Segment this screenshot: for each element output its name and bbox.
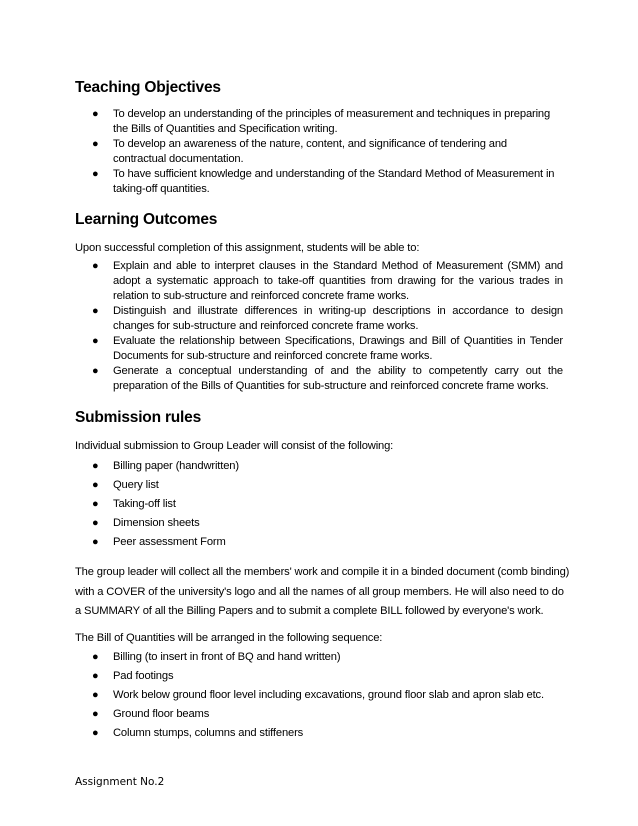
list-item: ● Query list	[0, 476, 563, 495]
list-item: ● Pad footings	[0, 667, 563, 686]
bullet-icon: ●	[92, 305, 99, 317]
list-item: ● Billing paper (handwritten)	[0, 457, 563, 476]
bullet-icon: ●	[92, 517, 99, 529]
list-item: ● To have sufficient knowledge and understanding of the Standard Method of Measurement in taking-off quantities.	[92, 168, 555, 195]
list-item: ● Evaluate the relationship between Specifications, Drawings and Bill of Quantities in Tender Documents for sub-structure and reinforced concrete frame works.	[92, 335, 563, 362]
bullet-icon: ●	[92, 708, 99, 720]
submission-rules-heading: Submission rules	[75, 409, 201, 426]
list-item: ● Explain and able to interpret clauses in the Standard Method of Measurement (SMM) and adopt a systematic approach to take-off quantities from drawing for the various trades in relation to sub-structure and reinforced concrete frame works.	[92, 260, 563, 302]
bullet-icon: ●	[92, 727, 99, 739]
submission-intro: Individual submission to Group Leader will consist of the following:	[75, 440, 394, 452]
list-item: ● To develop an awareness of the nature, content, and significance of tendering and contractual documentation.	[92, 138, 507, 165]
learning-outcomes-intro: Upon successful completion of this assignment, students will be able to:	[75, 242, 420, 254]
submission-items-list	[0, 457, 563, 552]
list-item: ● Distinguish and illustrate differences in writing-up descriptions in accordance to design changes for sub-structure and reinforced concrete frame works.	[92, 305, 563, 332]
bullet-icon: ●	[92, 138, 99, 150]
bullet-icon: ●	[92, 479, 99, 491]
list-item: ● To develop an understanding of the principles of measurement and techniques in preparing the Bills of Quantities and Specification writing.	[92, 108, 551, 135]
list-item: ● Peer assessment Form	[0, 533, 563, 552]
list-item: ● Generate a conceptual understanding of and the ability to competently carry out the preparation of the Bills of Quantities for sub-structure and reinforced concrete frame works.	[92, 365, 563, 392]
list-item: ● Column stumps, columns and stiffeners	[0, 724, 563, 743]
teaching-objectives-heading: Teaching Objectives	[75, 79, 221, 96]
list-item: ● Ground floor beams	[0, 705, 563, 724]
bullet-icon: ●	[92, 460, 99, 472]
bq-sequence-list	[0, 648, 563, 743]
bullet-icon: ●	[92, 168, 99, 180]
learning-outcomes-list	[0, 259, 563, 394]
sequence-intro: The Bill of Quantities will be arranged in the following sequence:	[75, 632, 383, 644]
bullet-icon: ●	[92, 335, 99, 347]
bullet-icon: ●	[92, 498, 99, 510]
group-leader-paragraph: The group leader will collect all the members' work and compile it in a binded document (comb binding) with a COVER of the university's logo and all the names of all group members. He will also need to do a SUMMARY of all the Billing Papers and to submit a complete BILL followed by everyone's work.	[75, 566, 570, 617]
list-item: ● Billing (to insert in front of BQ and hand written)	[0, 648, 563, 667]
list-item: ● Taking-off list	[0, 495, 563, 514]
bullet-icon: ●	[92, 689, 99, 701]
bullet-icon: ●	[92, 651, 99, 663]
bullet-icon: ●	[92, 108, 99, 120]
bullet-icon: ●	[92, 536, 99, 548]
teaching-objectives-list	[0, 107, 563, 197]
page-footer: Assignment No.2	[75, 776, 165, 788]
bullet-icon: ●	[92, 365, 99, 377]
bullet-icon: ●	[92, 260, 99, 272]
list-item: ● Work below ground floor level including excavations, ground floor slab and apron slab etc.	[0, 686, 563, 705]
list-item: ● Dimension sheets	[0, 514, 563, 533]
learning-outcomes-heading: Learning Outcomes	[75, 211, 218, 228]
bullet-icon: ●	[92, 670, 99, 682]
